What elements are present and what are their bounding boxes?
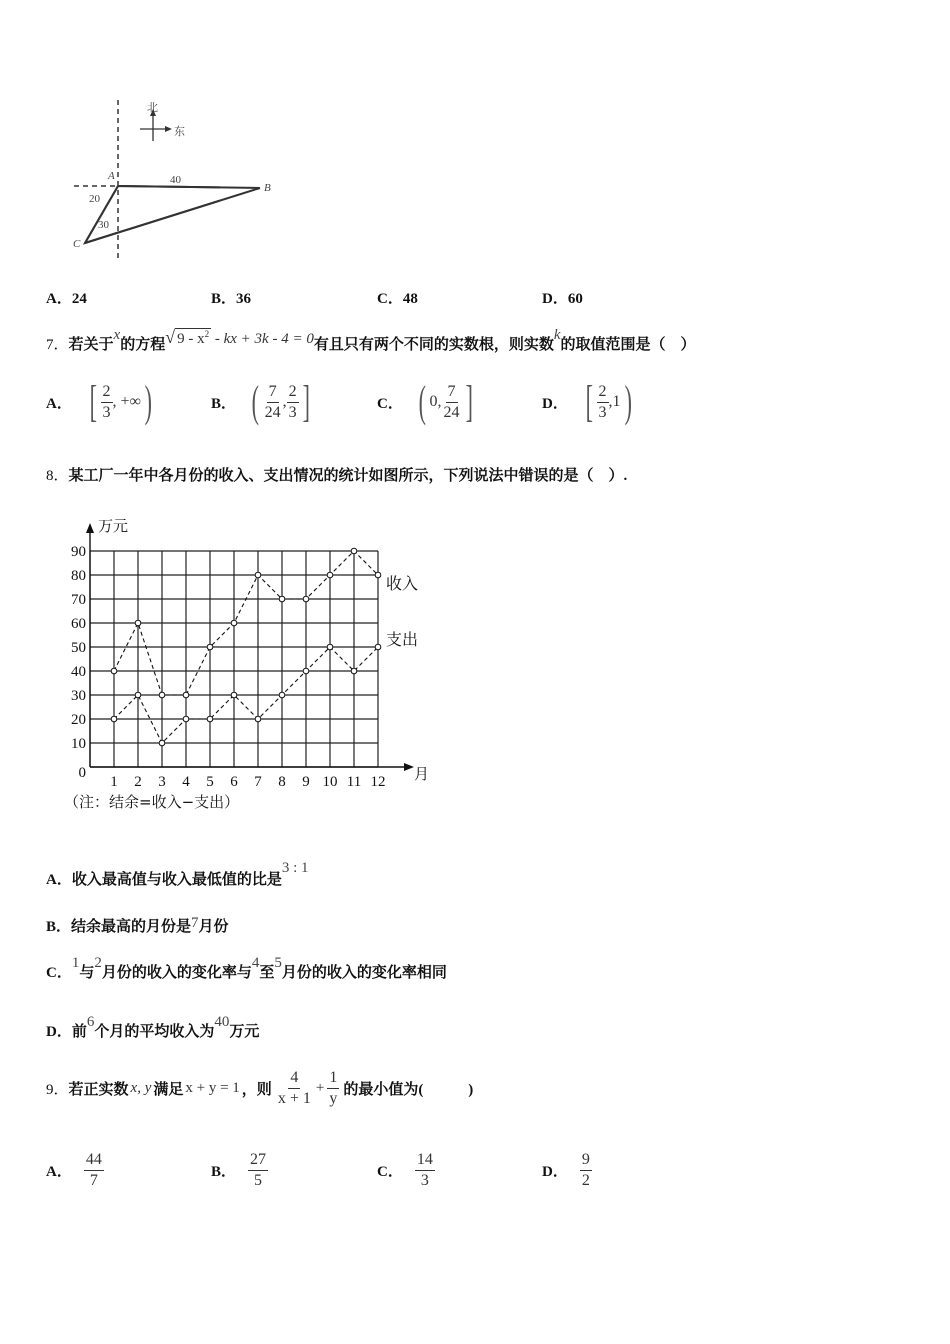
q8-option-a[interactable] [46,860,309,889]
data-point [327,572,333,578]
y-tick-label: 0 [78,765,86,781]
y-tick-label: 30 [71,688,86,704]
y-tick-label: 60 [71,616,86,632]
series-label: 支出 [386,630,419,649]
length-AC-label: 20 [89,193,100,205]
option-letter: C． [377,395,403,412]
y-axis-arrow [86,523,94,533]
data-point [183,716,189,722]
q9-text: ，则 [241,1082,272,1098]
x-tick-label: 6 [230,774,238,790]
data-point [231,620,237,626]
var-x: x [113,327,121,343]
option-letter: B． [211,1164,237,1180]
length-AB-label: 40 [170,174,181,186]
data-point [351,548,357,554]
option-letter: A． [46,291,72,307]
q8-option-d[interactable] [46,1014,260,1041]
q6-option-a[interactable] [46,287,87,308]
option-math: 40 [214,1014,230,1030]
option-math: 7 [191,915,199,931]
question-number: 9． [46,1082,69,1098]
option-text: 前 [71,1024,87,1040]
option-letter: C． [377,1164,403,1180]
y-tick-label: 20 [71,712,86,728]
interval-start: 0, [429,393,442,410]
x-tick-label: 4 [182,774,190,790]
q7-option-d[interactable] [542,377,635,426]
x-tick-label: 5 [206,774,214,790]
numerator: 7 [446,382,458,403]
x-tick-label: 1 [110,774,118,790]
option-math: 6 [86,1014,95,1030]
q7-equation: √ $9 - x^2$ - kx + 3k - 4 = 0 [165,327,314,347]
numerator: 4 [288,1068,300,1089]
option-letter: B． [46,919,72,935]
y-axis-label: 万元 [98,517,129,535]
bracket: ) [624,377,632,426]
q9-text: 若正实数 [68,1082,129,1098]
q9-vars: x, y [130,1080,152,1096]
fraction-1-over-y [327,1068,339,1109]
option-letter: C． [377,291,403,307]
data-point [135,692,141,698]
option-text: 月份的收入的变化率与 [101,965,252,981]
x-tick-label: 11 [346,774,362,790]
numerator: 27 [248,1150,268,1171]
denominator: 24 [443,403,460,421]
data-point [111,716,117,722]
q7-text: 的取值范围是（ ） [560,337,696,353]
option-letter: A． [46,872,72,888]
triangle-overlay [60,95,220,265]
data-point [255,572,261,578]
data-point [279,596,285,602]
data-point [135,620,141,626]
bracket: [ [585,377,593,426]
data-point [375,572,381,578]
point-A-label: A [108,170,115,182]
denominator: 3 [420,1172,429,1189]
var-k: k [553,327,561,343]
x-axis-arrow [404,763,414,771]
data-point [207,716,213,722]
q7-option-c[interactable] [377,377,476,426]
question-number: 8． [46,468,69,484]
data-point [231,692,237,698]
numerator: 44 [84,1150,104,1171]
question-number: 7． [46,337,69,353]
data-point [207,644,213,650]
denominator: 3 [288,403,297,421]
option-letter: C． [46,965,72,981]
option-text: 个月的平均收入为 [94,1024,215,1040]
y-tick-label: 70 [71,592,86,608]
bracket: ( [251,377,260,426]
option-text: 收入最高值与收入最低值的比是 [71,872,282,888]
east-label: 东 [174,126,185,138]
x-tick-label: 3 [158,774,166,790]
y-tick-label: 50 [71,640,86,656]
option-math: 1 [71,955,80,971]
angle-label: 30 [98,219,109,231]
y-tick-label: 40 [71,664,86,680]
data-point [303,596,309,602]
radicand: 9 - x [177,331,205,347]
option-letter: A． [46,395,72,412]
data-point [327,644,333,650]
option-letter: A． [46,1164,72,1180]
x-tick-label: 10 [322,774,338,790]
data-point [159,740,165,746]
option-text: 结余最高的月份是 [71,919,192,935]
q9-option-b[interactable] [211,1150,268,1191]
denominator: 3 [102,403,111,421]
option-value: 48 [402,291,418,307]
denominator: 24 [264,403,281,421]
q9-option-c[interactable] [377,1150,435,1191]
q9-condition: x + y = 1 [185,1080,240,1096]
bracket: ] [302,377,310,426]
bracket: ) [144,377,152,426]
data-point [183,692,189,698]
q9-text: 满足 [153,1082,184,1098]
data-point [255,716,261,722]
x-tick-label: 12 [370,774,386,790]
option-math: 5 [274,955,282,971]
q6-option-b[interactable] [211,287,251,308]
numerator: 14 [415,1150,435,1171]
interval-rest: ,1 [608,393,621,410]
option-text: 月份的收入的变化率相同 [281,965,447,981]
option-text: 至 [259,965,275,981]
exponent: 2 [204,329,210,339]
option-text: 万元 [229,1024,260,1040]
q7-text: 有且只有两个不同的实数根，则实数 [313,337,554,353]
option-letter: D． [542,291,568,307]
x-tick-label: 2 [134,774,142,790]
numerator: 2 [101,382,113,403]
q8-option-c[interactable] [46,955,447,982]
denominator: 5 [254,1172,263,1189]
y-tick-label: 90 [71,544,86,560]
q7-text: 若关于 [68,337,114,353]
q9-option-d[interactable] [542,1150,592,1191]
option-text: 与 [79,965,95,981]
point-C-label: C [73,238,81,250]
q9-option-a[interactable] [46,1150,104,1191]
question-7 [46,327,696,354]
q7-option-a[interactable] [46,377,156,426]
q8-option-b[interactable] [46,915,229,936]
question-9 [46,1068,473,1109]
data-point [375,644,381,650]
chart-note: （注：结余=收入−支出） [64,793,240,811]
option-letter: B． [211,395,237,412]
option-letter: D． [46,1024,72,1040]
numerator: 7 [267,382,279,403]
data-point [111,668,117,674]
q8-text: 某工厂一年中各月份的收入、支出情况的统计如图所示，下列说法中错误的是（ ）. [68,468,628,484]
x-tick-label: 7 [254,774,262,790]
option-text: 月份 [198,919,229,935]
option-math: 4 [251,955,260,971]
denominator: x + 1 [277,1090,311,1107]
option-letter: B． [211,291,237,307]
equation-rest: - kx + 3k - 4 = 0 [211,331,314,347]
north-label: 北 [147,102,158,114]
x-tick-label: 8 [278,774,286,790]
numerator: 1 [327,1068,339,1089]
y-tick-label: 10 [71,736,86,752]
fraction-4-over-x-plus-1 [276,1068,313,1109]
q7-text: 的方程 [120,337,166,353]
option-value: 24 [71,291,87,307]
x-tick-label: 9 [302,774,310,790]
data-point [279,692,285,698]
denominator: 7 [89,1172,98,1189]
option-value: 60 [567,291,583,307]
bracket: ] [465,377,473,426]
point-B-label: B [264,182,271,194]
q7-option-b[interactable]: B． ( $\frac{7}{24}$ , $\frac{2}{3}$ ] [211,377,310,426]
data-point [351,668,357,674]
bracket: [ [89,377,97,426]
series-label: 收入 [386,574,419,593]
plus-sign: + [315,1080,325,1096]
denominator: 3 [598,403,607,421]
q9-text: 的最小值为( ) [343,1082,474,1098]
y-tick-label: 80 [71,568,86,584]
numerator: 2 [287,382,299,403]
option-letter: D． [542,1164,568,1180]
data-point [159,692,165,698]
data-point [303,668,309,674]
x-axis-label: 月 [414,765,430,783]
interval-rest: , +∞ [112,393,141,410]
q6-option-d[interactable] [542,287,583,308]
bracket: ( [418,377,426,426]
numerator: 9 [580,1150,592,1171]
denominator: y [329,1090,338,1107]
option-value: 36 [236,291,252,307]
income-expense-chart [60,505,440,815]
numerator: 2 [597,382,609,403]
option-letter: D． [542,395,568,412]
option-math: 2 [94,955,102,971]
question-8 [46,464,627,485]
q6-option-c[interactable] [377,287,418,308]
denominator: 2 [581,1172,590,1189]
option-math: 3 : 1 [281,860,309,876]
